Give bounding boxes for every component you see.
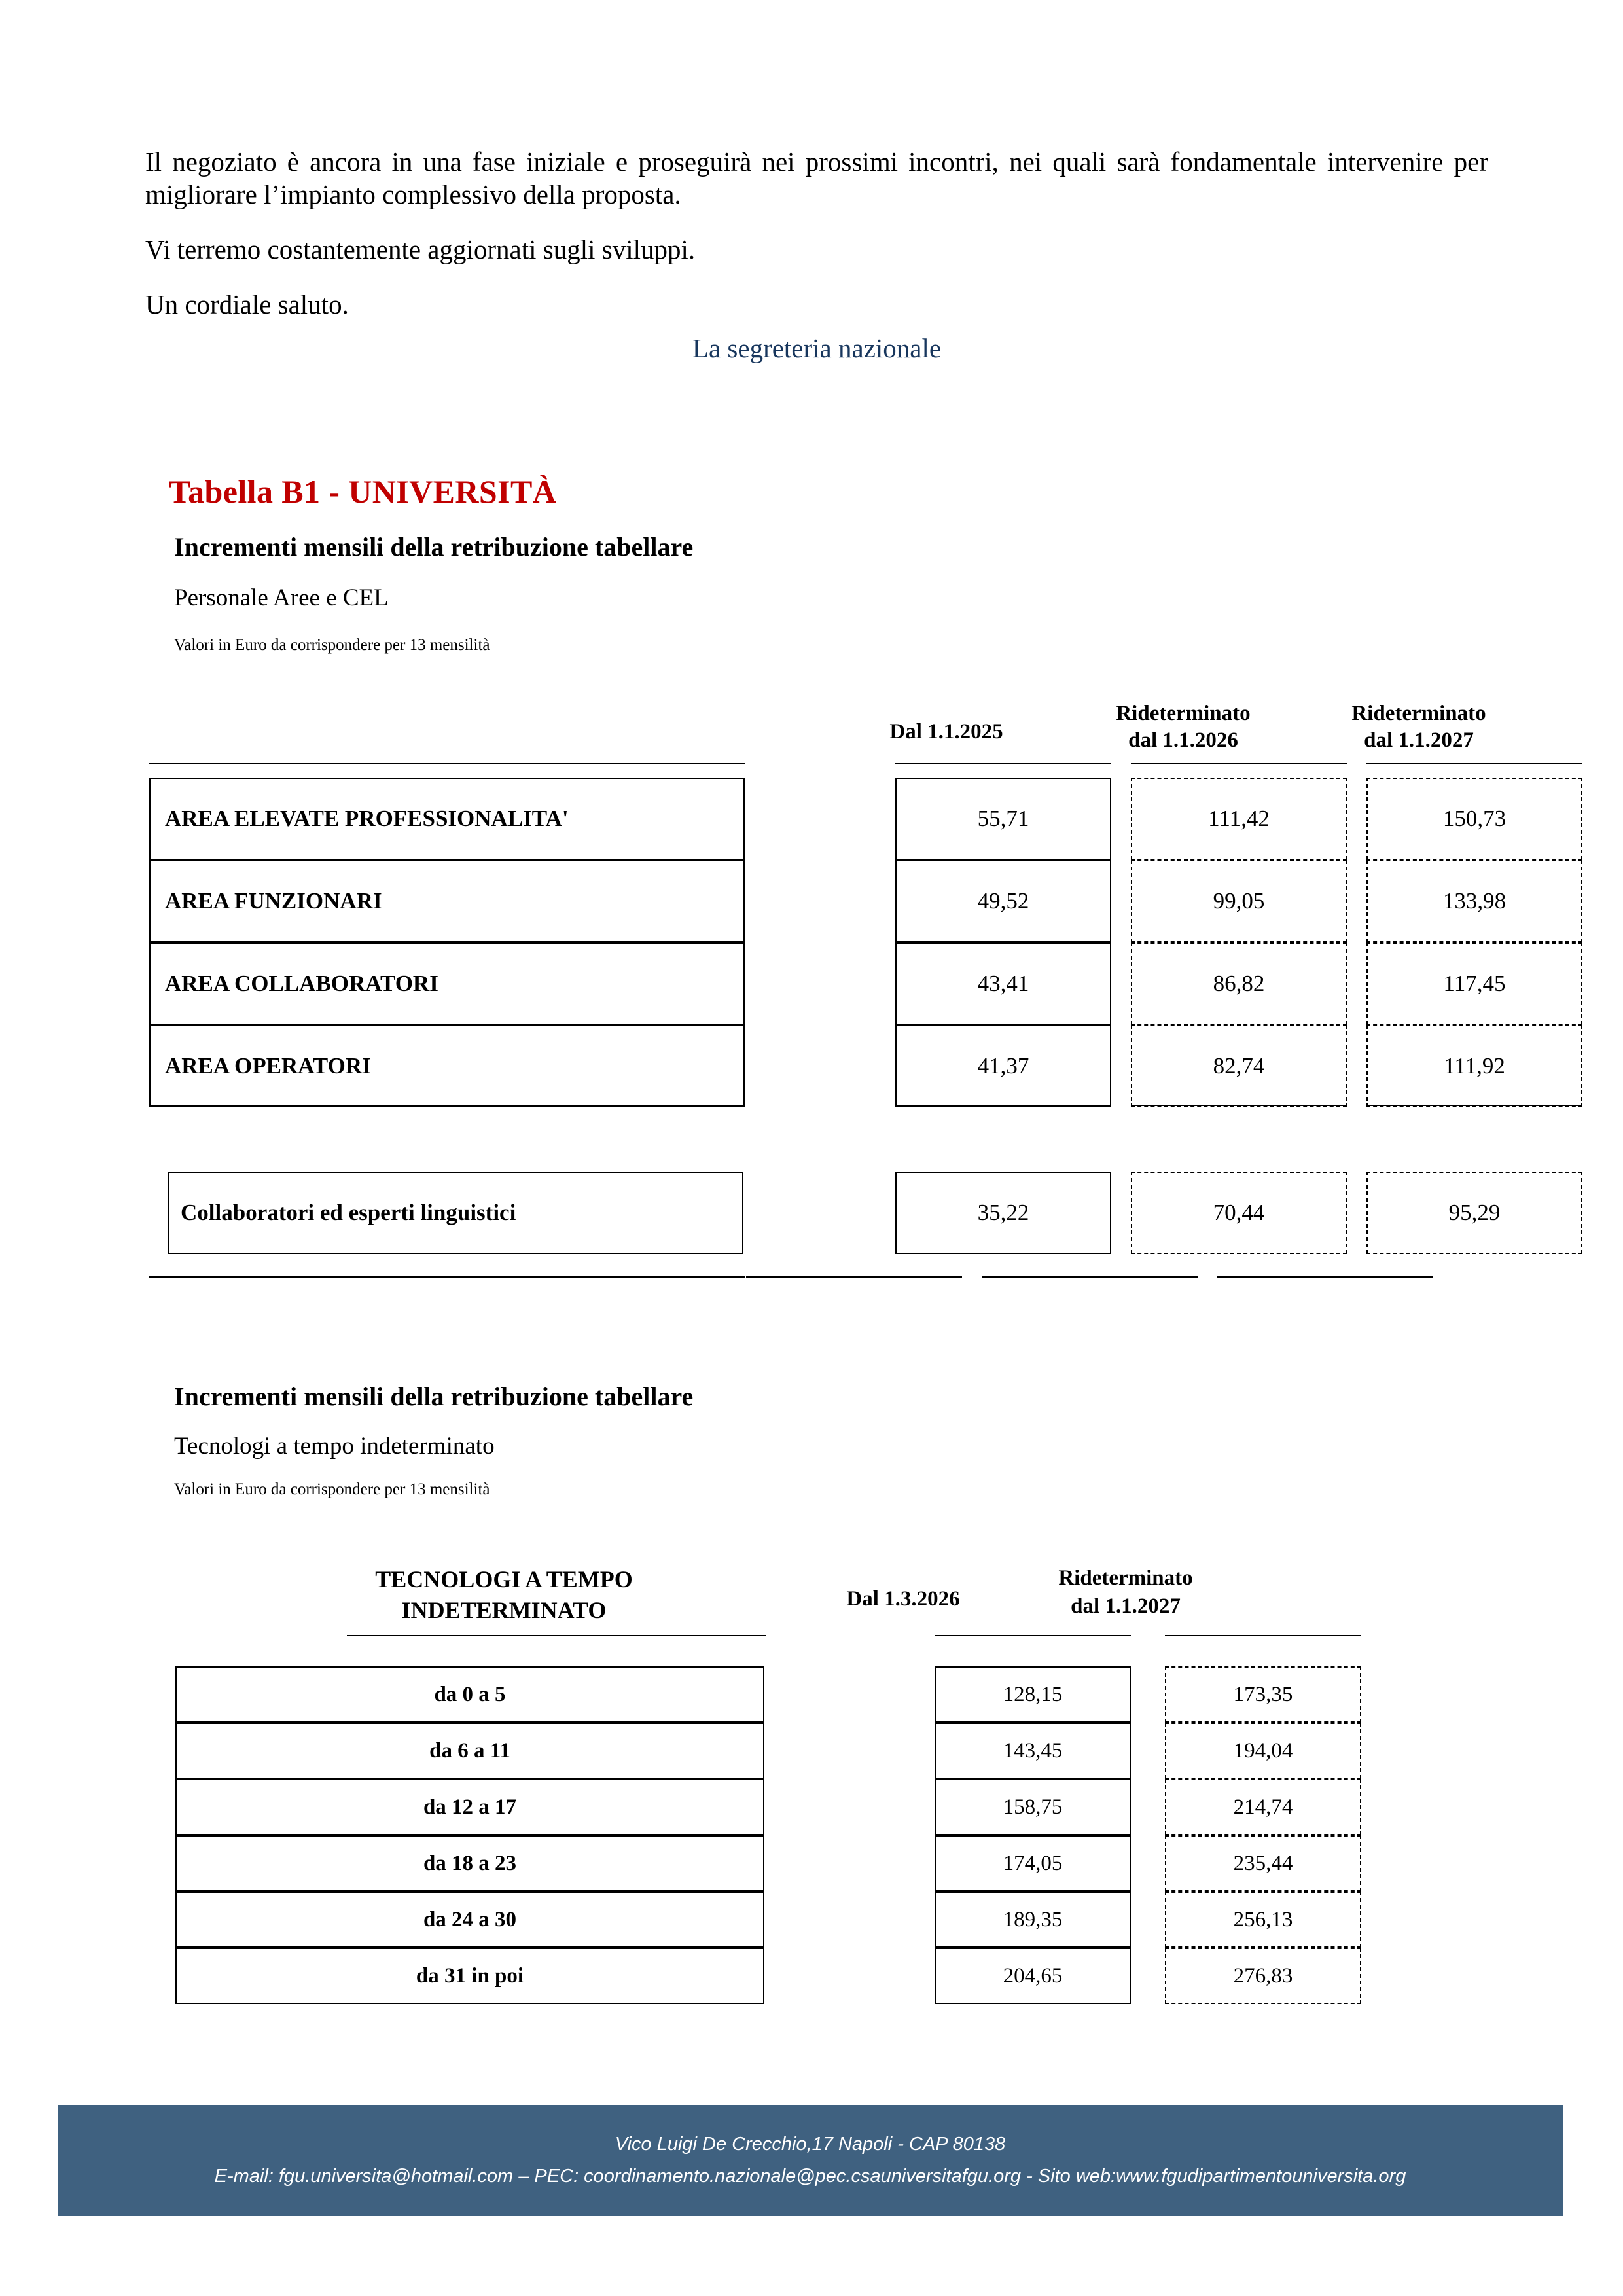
column-header-rid-2027	[1314, 700, 1524, 755]
cell-cel-rid-2027: 95,29	[1366, 1172, 1582, 1254]
cell-dal-2026: 158,75	[935, 1779, 1131, 1835]
table-row-cel	[149, 1172, 1501, 1254]
table-row	[170, 1948, 1293, 2004]
cell-dal-2026: 204,65	[935, 1948, 1131, 2004]
table-bottom-rule-col2	[1131, 1105, 1347, 1106]
letter-paragraph-2: Vi terremo costantemente aggiornati sugli sviluppi.	[145, 234, 696, 265]
letter-signature: La segreteria nazionale	[692, 333, 942, 363]
table-row	[149, 1025, 1505, 1107]
cel-bottom-rule-col3	[1217, 1276, 1433, 1278]
cell-rid-2026: 99,05	[1131, 860, 1347, 942]
header-rule-col2	[1131, 763, 1347, 764]
row-label-cel: Collaboratori ed esperti linguistici	[168, 1172, 743, 1254]
row-label: da 0 a 5	[175, 1666, 764, 1723]
column-header-tecnologi	[288, 1564, 720, 1626]
column-header-rid-2027-line1: Rideterminato	[1351, 702, 1486, 725]
footer-contacts: E-mail: fgu.universita@hotmail.com – PEC: coordinamento.nazionale@pec.csauniversitafgu.org - Sito web:www.fgudipartimentouniversita.org	[214, 2166, 1406, 2187]
cell-rid-2027: 194,04	[1165, 1723, 1361, 1779]
table-universita-body	[149, 778, 1507, 1107]
column-header-t2-rid-2027-line1: Rideterminato	[1058, 1566, 1193, 1590]
section1-subtitle-bold: Incrementi mensili della retribuzione tabellare	[174, 532, 694, 562]
table-row	[170, 1779, 1293, 1835]
table-row	[149, 860, 1507, 942]
cell-rid-2027: 235,44	[1165, 1835, 1361, 1892]
column-header-t2-rid-2027-line2: dal 1.1.2027	[1071, 1594, 1181, 1618]
row-label: AREA ELEVATE PROFESSIONALITA'	[149, 778, 745, 860]
row-label: AREA FUNZIONARI	[149, 860, 745, 942]
cell-rid-2027: 276,83	[1165, 1948, 1361, 2004]
column-header-rid-2026	[1079, 700, 1288, 755]
table-row	[170, 1666, 1293, 1723]
table-row	[149, 942, 1506, 1025]
header-rule-col3	[1366, 763, 1582, 764]
t2-header-rule-col2	[1165, 1635, 1361, 1636]
table-bottom-rule-col3	[1366, 1105, 1582, 1106]
cell-cel-rid-2026: 70,44	[1131, 1172, 1347, 1254]
cell-rid-2027: 117,45	[1366, 942, 1582, 1025]
row-label: da 31 in poi	[175, 1948, 764, 2004]
section2-note: Valori in Euro da corrispondere per 13 mensilità	[174, 1480, 490, 1498]
footer-address: Vico Luigi De Crecchio,17 Napoli - CAP 80138	[615, 2133, 1006, 2155]
page-title: Tabella B1 - UNIVERSITÀ	[169, 473, 557, 510]
table-universita-header	[149, 694, 1486, 766]
cell-rid-2026: 111,42	[1131, 778, 1347, 860]
cell-dal-2026: 143,45	[935, 1723, 1131, 1779]
t2-header-rule-labels	[347, 1635, 766, 1636]
column-header-dal-2025: Dal 1.1.2025	[889, 720, 1003, 744]
row-label: da 12 a 17	[175, 1779, 764, 1835]
table-tecnologi-header	[170, 1558, 1217, 1636]
column-header-tecnologi-line2: INDETERMINATO	[401, 1596, 607, 1623]
cell-dal-2026: 189,35	[935, 1892, 1131, 1948]
cell-rid-2027: 173,35	[1165, 1666, 1361, 1723]
section2-subtitle-plain: Tecnologi a tempo indeterminato	[174, 1433, 495, 1460]
page-footer	[58, 2105, 1563, 2216]
section2-subtitle-bold: Incrementi mensili della retribuzione tabellare	[174, 1382, 694, 1411]
letter-body	[145, 145, 1488, 343]
table-bottom-rule-labels	[149, 1105, 745, 1106]
cell-rid-2027: 150,73	[1366, 778, 1582, 860]
section1-note: Valori in Euro da corrispondere per 13 mensilità	[174, 636, 490, 654]
letter-paragraph-3: Un cordiale saluto.	[145, 289, 349, 320]
header-rule-col1	[895, 763, 1111, 764]
column-header-rid-2026-line2: dal 1.1.2026	[1128, 728, 1238, 753]
row-label: AREA COLLABORATORI	[149, 942, 745, 1025]
table-row	[170, 1835, 1293, 1892]
table-bottom-rule-col1	[895, 1105, 1111, 1106]
column-header-tecnologi-line1: TECNOLOGI A TEMPO	[375, 1566, 633, 1592]
table-tecnologi-body	[170, 1666, 1293, 2004]
table-universita	[149, 694, 1507, 1079]
row-label: da 24 a 30	[175, 1892, 764, 1948]
cell-dal-2026: 174,05	[935, 1835, 1131, 1892]
column-header-dal-2026: Dal 1.3.2026	[846, 1587, 960, 1611]
row-label: da 18 a 23	[175, 1835, 764, 1892]
cell-cel-dal-2025: 35,22	[895, 1172, 1111, 1254]
cel-bottom-rule-col2	[982, 1276, 1198, 1278]
header-rule-labels	[149, 763, 745, 764]
cel-bottom-rule-col1	[746, 1276, 962, 1278]
table-row	[170, 1723, 1293, 1779]
table-row	[170, 1892, 1293, 1948]
letter-paragraph-1: Il negoziato è ancora in una fase iniziale e proseguirà nei prossimi incontri, nei quali sarà fondamentale intervenire per migliorare l’impianto complessivo della proposta.	[145, 147, 1488, 210]
cell-rid-2027: 111,92	[1366, 1025, 1582, 1107]
table-tecnologi	[170, 1558, 1293, 1988]
table-row	[149, 778, 1507, 860]
cell-dal-2025: 49,52	[895, 860, 1111, 942]
cell-dal-2025: 43,41	[895, 942, 1111, 1025]
cel-bottom-rule-labels	[149, 1276, 745, 1278]
t2-header-rule-col1	[935, 1635, 1131, 1636]
cell-rid-2027: 133,98	[1366, 860, 1582, 942]
column-header-rid-2027-line2: dal 1.1.2027	[1364, 728, 1474, 753]
cell-dal-2026: 128,15	[935, 1666, 1131, 1723]
cell-dal-2025: 41,37	[895, 1025, 1111, 1107]
column-header-rid-2026-line1: Rideterminato	[1116, 702, 1251, 725]
section1-subtitle-plain: Personale Aree e CEL	[174, 584, 389, 611]
cell-rid-2027: 214,74	[1165, 1779, 1361, 1835]
column-header-t2-rid-2027	[1014, 1564, 1237, 1621]
row-label: da 6 a 11	[175, 1723, 764, 1779]
row-label: AREA OPERATORI	[149, 1025, 745, 1107]
cell-dal-2025: 55,71	[895, 778, 1111, 860]
cell-rid-2026: 86,82	[1131, 942, 1347, 1025]
cell-rid-2027: 256,13	[1165, 1892, 1361, 1948]
cell-rid-2026: 82,74	[1131, 1025, 1347, 1107]
